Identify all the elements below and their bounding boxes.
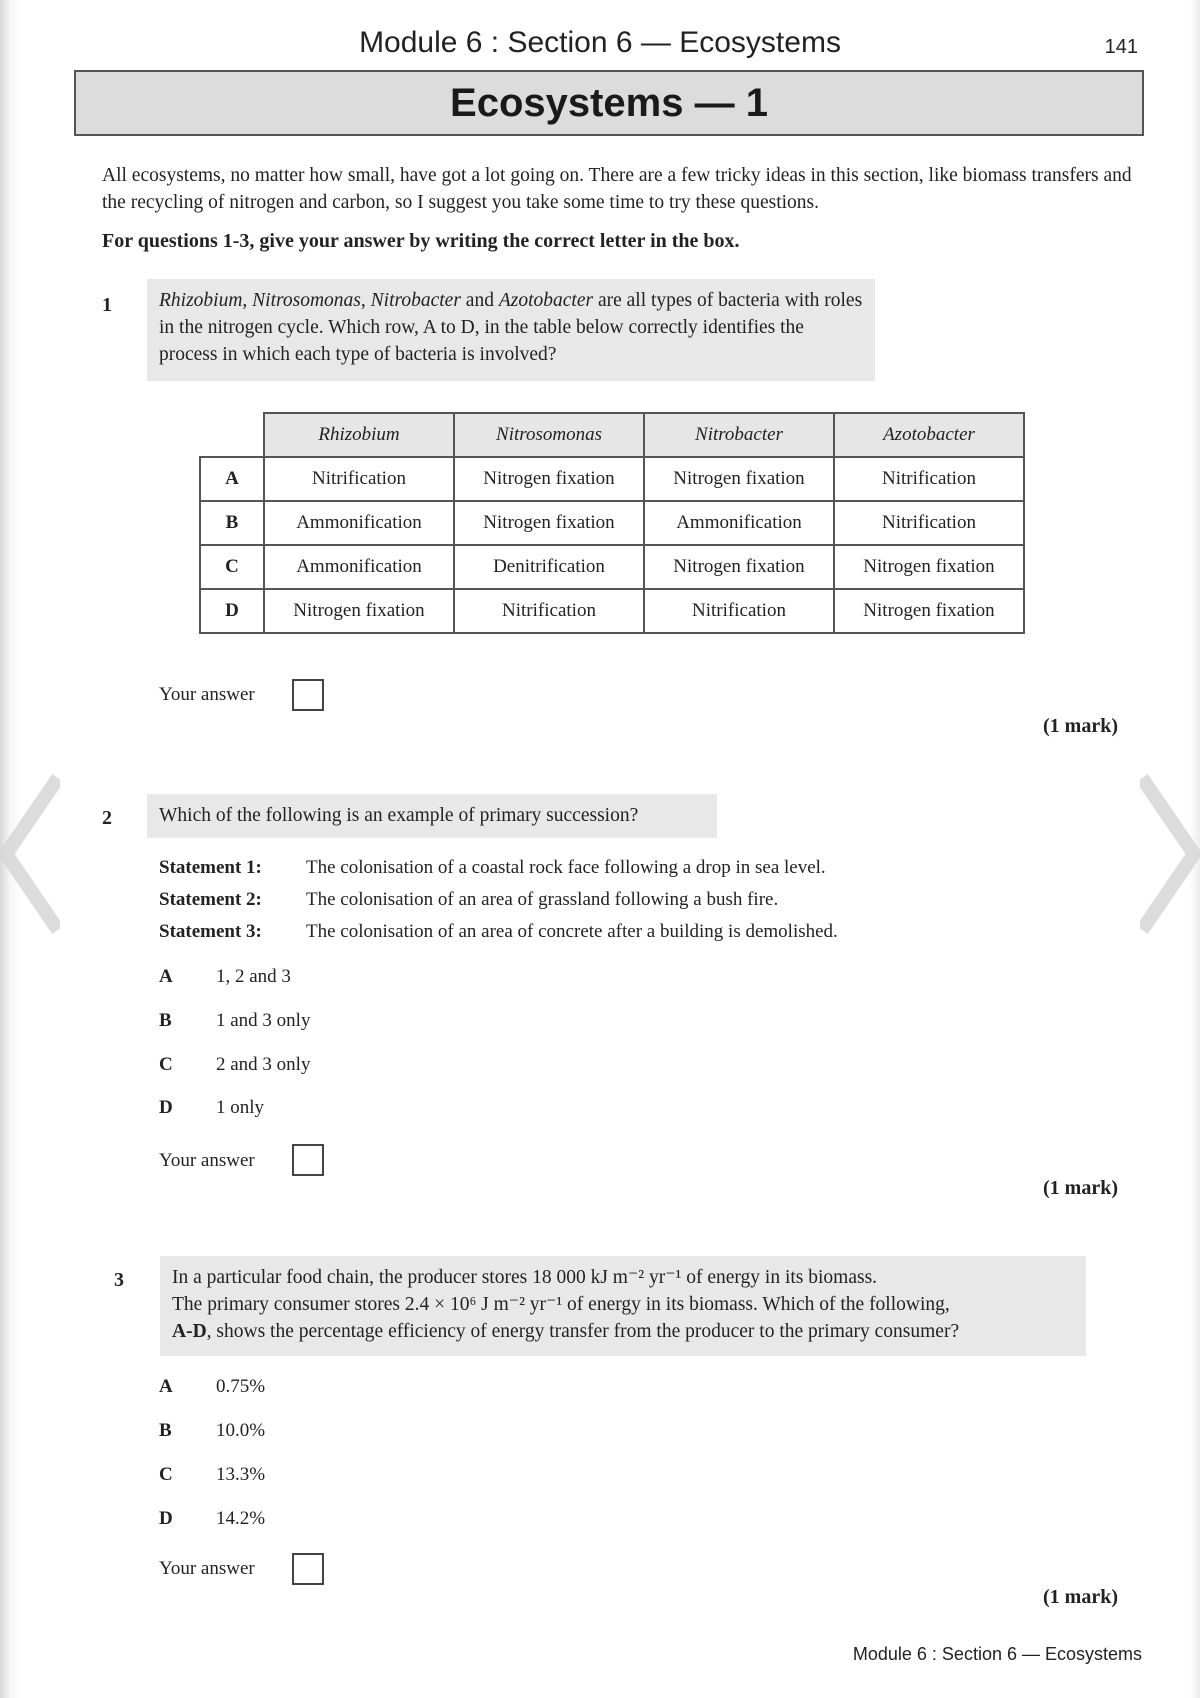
table-cell: Nitrification — [264, 457, 454, 501]
row-letter: C — [200, 545, 264, 589]
q3-option-letter: A — [159, 1376, 173, 1397]
statement-2-label: Statement 2: — [159, 889, 262, 910]
q1-term-azotobacter: Azotobacter — [498, 290, 594, 311]
q2-answer-label: Your answer — [159, 1150, 255, 1171]
table-row — [200, 457, 1024, 501]
q1-answer-label: Your answer — [159, 684, 255, 705]
q3-line-3 — [172, 1318, 1074, 1345]
q3-options-range: A-D — [172, 1321, 207, 1342]
statement-3-text: The colonisation of an area of concrete after a building is demolished. — [306, 921, 838, 942]
table-col-header: Nitrobacter — [644, 413, 834, 457]
statement-1-label: Statement 1: — [159, 857, 262, 878]
row-letter: A — [200, 457, 264, 501]
q2-option-letter: A — [159, 966, 173, 987]
q2-answer-box[interactable] — [292, 1144, 324, 1176]
q1-term-nitrosomonas: Nitrosomonas — [252, 290, 361, 311]
q3-option-text: 0.75% — [216, 1376, 266, 1397]
table-cell: Ammonification — [264, 545, 454, 589]
q2-option-letter: B — [159, 1010, 172, 1031]
statement-3-label: Statement 3: — [159, 921, 262, 942]
q3-option-letter: D — [159, 1508, 173, 1529]
q1-sep: , — [242, 290, 253, 311]
table-header-row — [200, 413, 1024, 457]
q2-marks: (1 mark) — [1043, 1177, 1118, 1199]
table-row — [200, 545, 1024, 589]
table-cell: Nitrification — [834, 457, 1024, 501]
intro-paragraph: All ecosystems, no matter how small, have got a lot going on. There are a few tricky ideas in this section, like biomass transfers and the recycling of nitrogen and carbon, so I suggest you take some time to try these questions. — [102, 165, 1132, 213]
q3-option-text: 14.2% — [216, 1508, 266, 1529]
q2-option-text: 1, 2 and 3 — [216, 966, 291, 987]
table-cell: Nitrogen fixation — [834, 545, 1024, 589]
q3-line-1: In a particular food chain, the producer stores 18 000 kJ m⁻² yr⁻¹ of energy in its biomass. — [172, 1267, 878, 1288]
instruction-text: For questions 1-3, give your answer by writing the correct letter in the box. — [102, 230, 740, 252]
table-cell: Nitrogen fixation — [644, 457, 834, 501]
q3-option-letter: B — [159, 1420, 172, 1441]
q3-option-letter: C — [159, 1464, 173, 1485]
q3-line-2: The primary consumer stores 2.4 × 10⁶ J m⁻² yr⁻¹ of energy in its biomass. Which of the following, — [172, 1294, 950, 1315]
q1-body: are all types of bacteria with roles in the nitrogen cycle. Which row, A to D, in the table below correctly identifies the process in which each type of bacteria is involved? — [159, 290, 863, 365]
q2-option-letter: C — [159, 1054, 173, 1075]
table-cell: Nitrogen fixation — [834, 589, 1024, 633]
q2-option-text: 1 only — [216, 1097, 265, 1118]
table-cell: Denitrification — [454, 545, 644, 589]
q1-sep: , — [360, 290, 371, 311]
chevron-left-icon[interactable] — [0, 774, 60, 934]
q3-option-text: 13.3% — [216, 1464, 266, 1485]
statement-2-text: The colonisation of an area of grassland following a bush fire. — [306, 889, 779, 910]
page-footer: Module 6 : Section 6 — Ecosystems — [852, 1644, 1142, 1664]
question-3-number: 3 — [114, 1269, 124, 1291]
chevron-right-icon[interactable] — [1140, 774, 1200, 934]
question-3-text — [160, 1256, 1086, 1356]
q3-answer-box[interactable] — [292, 1553, 324, 1585]
q1-sep: and — [460, 290, 499, 311]
row-letter: D — [200, 589, 264, 633]
question-2-text: Which of the following is an example of primary succession? — [147, 794, 717, 838]
table-col-header: Azotobacter — [834, 413, 1024, 457]
q2-option-text: 2 and 3 only — [216, 1054, 311, 1075]
section-title-box — [74, 70, 1144, 136]
q3-line-3-rest: , shows the percentage efficiency of energy transfer from the producer to the primary consumer? — [206, 1321, 960, 1342]
table-cell: Nitrification — [454, 589, 644, 633]
page-number: 141 — [1104, 36, 1138, 58]
q1-term-rhizobium: Rhizobium — [159, 290, 243, 311]
question-2-number: 2 — [102, 807, 112, 829]
table-cell: Nitrogen fixation — [264, 589, 454, 633]
table-cell: Nitrification — [834, 501, 1024, 545]
q3-answer-label: Your answer — [159, 1558, 255, 1579]
table-cell: Nitrification — [644, 589, 834, 633]
q2-option-letter: D — [159, 1097, 173, 1118]
q1-term-nitrobacter: Nitrobacter — [370, 290, 461, 311]
row-letter: B — [200, 501, 264, 545]
module-header: Module 6 : Section 6 — Ecosystems — [359, 26, 841, 59]
table-row — [200, 589, 1024, 633]
table-col-header: Rhizobium — [264, 413, 454, 457]
q2-option-text: 1 and 3 only — [216, 1010, 311, 1031]
table-row — [200, 501, 1024, 545]
table-cell: Nitrogen fixation — [454, 457, 644, 501]
table-cell: Nitrogen fixation — [454, 501, 644, 545]
table-corner — [200, 413, 264, 457]
question-1-number: 1 — [102, 294, 112, 316]
table-cell: Ammonification — [644, 501, 834, 545]
question-1-text — [147, 279, 875, 381]
statement-1-text: The colonisation of a coastal rock face following a drop in sea level. — [306, 857, 826, 878]
table-col-header: Nitrosomonas — [454, 413, 644, 457]
q1-bacteria-table — [199, 412, 1025, 634]
q1-marks: (1 mark) — [1043, 715, 1118, 737]
section-title: Ecosystems — 1 — [450, 80, 768, 125]
q3-marks: (1 mark) — [1043, 1586, 1118, 1608]
q3-option-text: 10.0% — [216, 1420, 266, 1441]
table-cell: Ammonification — [264, 501, 454, 545]
q1-answer-box[interactable] — [292, 679, 324, 711]
table-cell: Nitrogen fixation — [644, 545, 834, 589]
